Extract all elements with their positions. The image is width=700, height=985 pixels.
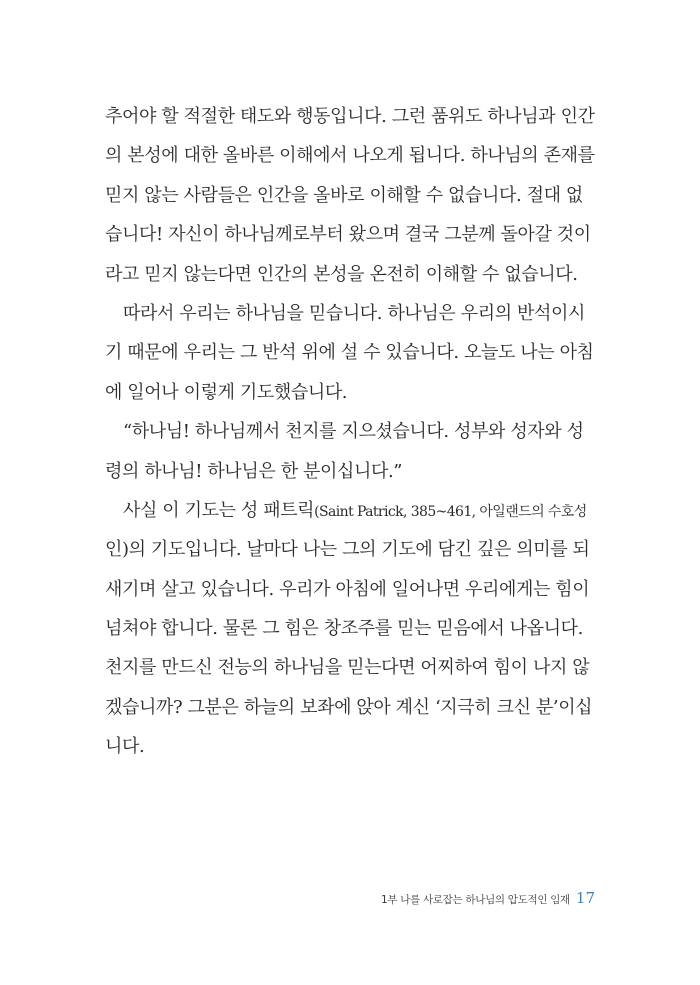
paragraph-1-line-4: 습니다! 자신이 하나님께로부터 왔으며 결국 그분께 돌아갈 것이 [105,224,591,246]
paragraph-4-line-6: 겠습니까? 그분은 하늘의 보좌에 앉아 계신 ‘지극히 크신 분’이십 [105,696,593,718]
page-number: 17 [575,889,595,907]
prayer-quote-line-2: 령의 하나님! 하나님은 한 분이십니다.” [105,460,403,482]
paragraph-1-line-5: 라고 믿지 않는다면 인간의 본성을 온전히 이해할 수 없습니다. [105,263,578,285]
paragraph-1-line-3: 믿지 않는 사람들은 인간을 올바로 이해할 수 없습니다. 절대 없 [105,184,583,206]
paragraph-2-line-2: 기 때문에 우리는 그 반석 위에 설 수 있습니다. 오늘도 나는 아침 [105,342,594,364]
paragraph-1-line-1: 추어야 할 적절한 태도와 행동입니다. 그런 품위도 하나님과 인간 [105,106,595,127]
paragraph-4-line-7: 니다. [105,736,145,758]
paragraph-2-line-1: 따라서 우리는 하나님을 믿습니다. 하나님은 우리의 반석이시 [123,302,585,324]
body-text [105,97,597,767]
paragraph-4-line-1-text: 사실 이 기도는 성 패트릭 [123,499,315,521]
paragraph-4-line-1-latin: (Saint Patrick, 385~461, 아일랜드의 수호성 [314,503,587,520]
paragraph-4-line-4: 넘쳐야 합니다. 물론 그 힘은 창조주를 믿는 믿음에서 나옵니다. [105,618,583,640]
running-title: 1부 나를 사로잡는 하나님의 압도적인 임재 [381,894,570,906]
prayer-quote-line-1: “하나님! 하나님께서 천지를 지으셨습니다. 성부와 성자와 성 [123,421,584,443]
paragraph-4-line-1 [105,491,597,530]
paragraph-4-line-3: 새기며 살고 있습니다. 우리가 아침에 일어나면 우리에게는 힘이 [105,578,590,600]
paragraph-1-line-2: 의 본성에 대한 올바른 이해에서 나오게 됩니다. 하나님의 존재를 [105,145,595,167]
paragraph-4-line-2: 인)의 기도입니다. 날마다 나는 그의 기도에 담긴 깊은 의미를 되 [105,539,590,561]
paragraph-2-line-3: 에 일어나 이렇게 기도했습니다. [105,381,348,403]
paragraph-4-line-5: 천지를 만드신 전능의 하나님을 믿는다면 어찌하여 힘이 나지 않 [105,657,590,679]
page-footer [381,888,595,908]
